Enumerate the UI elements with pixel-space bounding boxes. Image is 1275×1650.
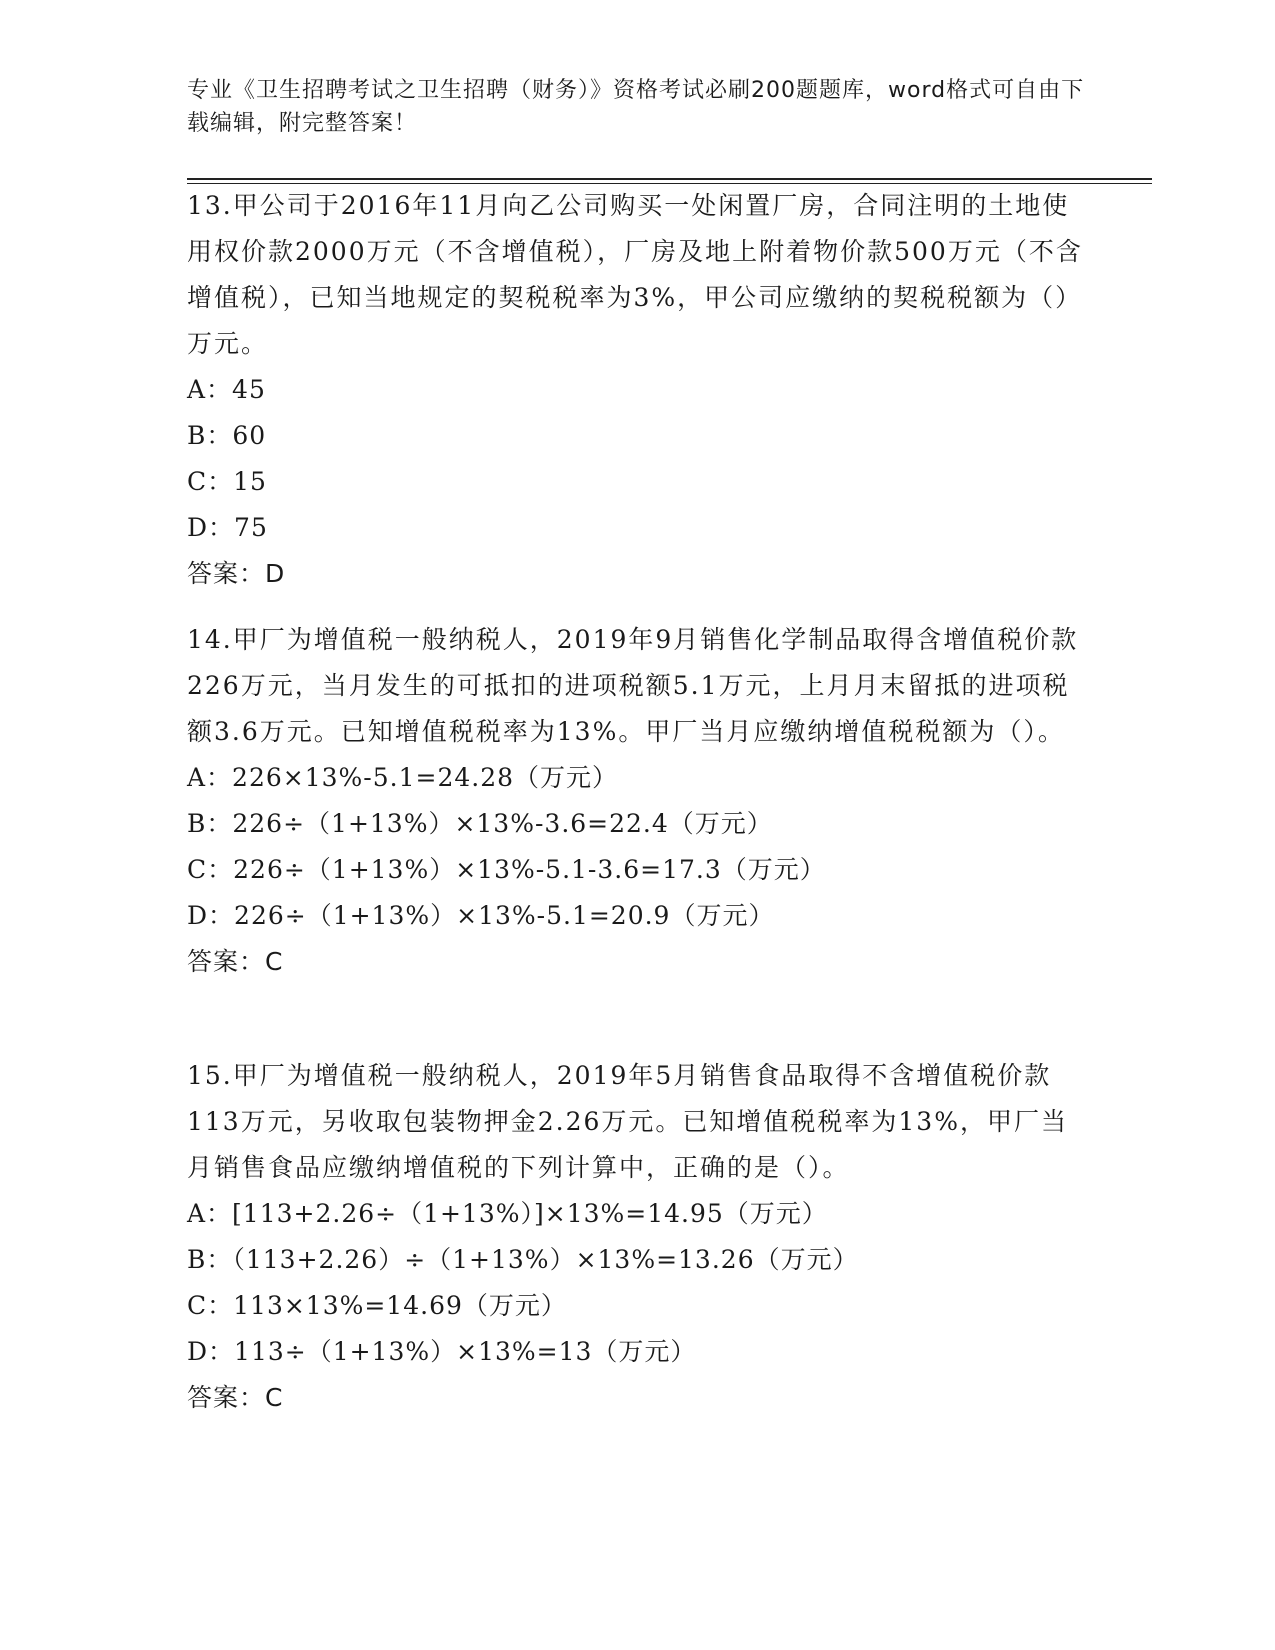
option-c: C：15: [187, 467, 267, 496]
option-c: C：226÷（1+13%）×13%-5.1-3.6=17.3（万元）: [187, 855, 826, 884]
question-stem: 13.甲公司于2016年11月向乙公司购买一处闲置厂房，合同注明的土地使用权价款2000万元（不含增值税），厂房及地上附着物价款500万元（不含增值税），已知当地规定的契税税率为3%，甲公司应缴纳的契税税额为（）万元。: [187, 191, 1083, 358]
header-divider-thick: [187, 178, 1152, 180]
question-14: [187, 617, 1087, 985]
option-c: C：113×13%=14.69（万元）: [187, 1291, 567, 1320]
option-a: A：45: [187, 375, 266, 404]
answer-label: 答案：C: [187, 947, 284, 976]
option-a: A：226×13%-5.1=24.28（万元）: [187, 763, 619, 792]
question-stem: 15.甲厂为增值税一般纳税人，2019年5月销售食品取得不含增值税价款113万元，另收取包装物押金2.26万元。已知增值税税率为13%，甲厂当月销售食品应缴纳增值税的下列计算中，正确的是（）。: [187, 1061, 1068, 1182]
option-d: D：226÷（1+13%）×13%-5.1=20.9（万元）: [187, 901, 775, 930]
option-b: B：（113+2.26）÷（1+13%）×13%=13.26（万元）: [187, 1245, 859, 1274]
question-13: [187, 183, 1087, 597]
option-b: B：60: [187, 421, 267, 450]
question-15: [187, 1053, 1087, 1421]
question-stem: 14.甲厂为增值税一般纳税人，2019年9月销售化学制品取得含增值税价款226万元，当月发生的可抵扣的进项税额5.1万元，上月月末留抵的进项税额3.6万元。已知增值税税率为13%。甲厂当月应缴纳增值税税额为（）。: [187, 625, 1079, 746]
option-a: A：[113+2.26÷（1+13%）]×13%=14.95（万元）: [187, 1199, 828, 1228]
answer-label: 答案：C: [187, 1383, 284, 1412]
answer-label: 答案：D: [187, 559, 286, 588]
option-b: B：226÷（1+13%）×13%-3.6=22.4（万元）: [187, 809, 773, 838]
option-d: D：113÷（1+13%）×13%=13（万元）: [187, 1337, 697, 1366]
option-d: D：75: [187, 513, 268, 542]
page-header-title: 专业《卫生招聘考试之卫生招聘（财务）》资格考试必刷200题题库，word格式可自由下载编辑，附完整答案！: [187, 78, 1085, 136]
